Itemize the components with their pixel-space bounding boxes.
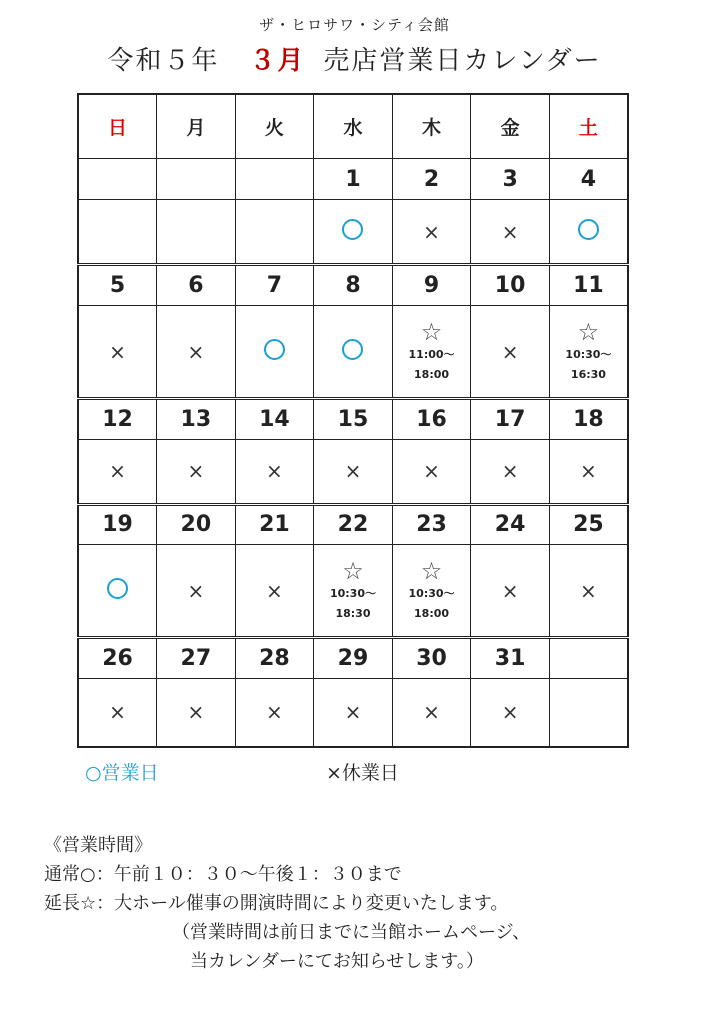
- date-cell: 19: [78, 504, 157, 545]
- open-circle-icon: [264, 339, 285, 360]
- status-cell: [235, 305, 314, 398]
- closed-cross-icon: ×: [580, 459, 597, 484]
- closed-cross-icon: ×: [423, 700, 440, 725]
- weekday-header: 月: [157, 94, 236, 158]
- date-cell: 17: [471, 399, 550, 440]
- status-cell: [78, 545, 157, 638]
- status-cell: [471, 545, 550, 638]
- date-cell: 29: [314, 638, 393, 679]
- closed-cross-icon: ×: [501, 219, 519, 244]
- closed-cross-icon: ×: [501, 578, 519, 603]
- weekday-header: 木: [392, 94, 471, 158]
- date-cell: [549, 638, 628, 679]
- date-cell: 8: [314, 265, 393, 306]
- status-cell: [78, 439, 157, 504]
- status-cell: [314, 545, 393, 638]
- venue-subtitle: ザ・ヒロサワ・シティ会館: [259, 16, 450, 34]
- weekday-header: 土: [549, 94, 628, 158]
- extended-time-end: 18:00: [414, 606, 450, 620]
- date-cell: 30: [392, 638, 471, 679]
- closed-cross-icon: ×: [187, 459, 205, 484]
- open-circle-icon: [107, 578, 128, 599]
- notes-extended: 延長☆：大ホール催事の開演時間により変更いたします。: [44, 893, 509, 914]
- status-cell: [549, 439, 628, 504]
- status-cell: [314, 678, 393, 747]
- date-cell: 2: [392, 158, 471, 200]
- closed-cross-icon: ×: [187, 578, 205, 603]
- status-cell: [78, 305, 157, 398]
- extended-time-end: 18:00: [414, 367, 450, 381]
- open-circle-icon: [578, 219, 599, 240]
- date-cell: 20: [157, 504, 236, 545]
- date-cell: 4: [549, 158, 628, 200]
- closed-cross-icon: ×: [580, 578, 597, 603]
- status-cell: [157, 305, 236, 398]
- status-cell: [78, 200, 157, 265]
- extended-time-start: 10:30〜: [565, 347, 612, 361]
- date-cell: 5: [78, 265, 157, 306]
- date-cell: [157, 158, 236, 200]
- date-cell: 7: [235, 265, 314, 306]
- title-name: 売店営業日カレンダー: [323, 46, 602, 76]
- date-cell: 16: [392, 399, 471, 440]
- status-cell: [392, 305, 471, 398]
- extended-time-end: 16:30: [570, 367, 606, 381]
- date-cell: 31: [471, 638, 550, 679]
- status-cell: [157, 200, 236, 265]
- open-circle-icon: [342, 219, 363, 240]
- closed-cross-icon: ×: [501, 700, 519, 725]
- date-cell: 1: [314, 158, 393, 200]
- status-cell: [157, 545, 236, 638]
- status-cell: [471, 678, 550, 747]
- date-cell: 22: [314, 504, 393, 545]
- status-cell: [549, 678, 628, 747]
- closed-cross-icon: ×: [423, 219, 440, 244]
- notes-paren2: 当カレンダーにてお知らせします。）: [190, 951, 484, 972]
- date-cell: 13: [157, 399, 236, 440]
- date-cell: 14: [235, 399, 314, 440]
- date-cell: [78, 158, 157, 200]
- date-cell: [235, 158, 314, 200]
- status-cell: [235, 678, 314, 747]
- weekday-header: 日: [78, 94, 157, 158]
- notes-normal: 通常○：午前１０：３０〜午後１：３０まで: [44, 864, 402, 885]
- date-cell: 15: [314, 399, 393, 440]
- date-cell: 24: [471, 504, 550, 545]
- extended-time-start: 10:30〜: [329, 586, 376, 600]
- closed-cross-icon: ×: [266, 578, 283, 603]
- legend-open: ○営業日: [85, 762, 159, 784]
- notes-paren1: （営業時間は前日までに当館ホームページ、: [172, 922, 531, 943]
- open-circle-icon: [342, 339, 363, 360]
- status-cell: [78, 678, 157, 747]
- closed-cross-icon: ×: [109, 339, 126, 364]
- status-cell: [392, 545, 471, 638]
- status-cell: [549, 305, 628, 398]
- notes-heading: 《営業時間》: [44, 835, 152, 856]
- date-cell: 18: [549, 399, 628, 440]
- extended-star-icon: ☆: [420, 317, 443, 346]
- status-cell: [549, 200, 628, 265]
- closed-cross-icon: ×: [109, 459, 126, 484]
- date-cell: 11: [549, 265, 628, 306]
- date-cell: 12: [78, 399, 157, 440]
- title-month: ３月: [249, 46, 306, 76]
- business-hours-notes: [44, 831, 530, 976]
- weekday-header: 火: [235, 94, 314, 158]
- status-cell: [314, 200, 393, 265]
- status-cell: [235, 200, 314, 265]
- extended-star-icon: ☆: [342, 556, 364, 585]
- closed-cross-icon: ×: [344, 700, 362, 725]
- date-cell: 26: [78, 638, 157, 679]
- status-cell: [314, 305, 393, 398]
- extended-time-start: 11:00〜: [408, 347, 455, 361]
- weekday-header: 金: [471, 94, 550, 158]
- closed-cross-icon: ×: [266, 700, 283, 725]
- closed-cross-icon: ×: [423, 459, 440, 484]
- title-era: 令和５年: [107, 46, 220, 76]
- status-cell: [392, 200, 471, 265]
- status-cell: [392, 439, 471, 504]
- extended-star-icon: ☆: [577, 317, 600, 346]
- legend-closed: ×休業日: [326, 762, 399, 784]
- status-cell: [235, 545, 314, 638]
- closed-cross-icon: ×: [187, 700, 205, 725]
- date-cell: 21: [235, 504, 314, 545]
- date-cell: 9: [392, 265, 471, 306]
- extended-time-end: 18:30: [335, 606, 371, 620]
- status-cell: [235, 439, 314, 504]
- status-cell: [471, 439, 550, 504]
- status-cell: [471, 305, 550, 398]
- closed-cross-icon: ×: [187, 339, 205, 364]
- date-cell: 3: [471, 158, 550, 200]
- closed-cross-icon: ×: [501, 339, 519, 364]
- closed-cross-icon: ×: [266, 459, 283, 484]
- extended-star-icon: ☆: [420, 556, 443, 585]
- date-cell: 23: [392, 504, 471, 545]
- status-cell: [392, 678, 471, 747]
- date-cell: 28: [235, 638, 314, 679]
- status-cell: [314, 439, 393, 504]
- closed-cross-icon: ×: [344, 459, 362, 484]
- weekday-header: 水: [314, 94, 393, 158]
- status-cell: [471, 200, 550, 265]
- calendar-table: [77, 93, 629, 748]
- status-cell: [157, 678, 236, 747]
- date-cell: 6: [157, 265, 236, 306]
- extended-time-start: 10:30〜: [408, 586, 455, 600]
- closed-cross-icon: ×: [501, 459, 519, 484]
- status-cell: [549, 545, 628, 638]
- page-title: [0, 40, 709, 77]
- status-cell: [157, 439, 236, 504]
- date-cell: 10: [471, 265, 550, 306]
- date-cell: 25: [549, 504, 628, 545]
- closed-cross-icon: ×: [109, 700, 126, 725]
- date-cell: 27: [157, 638, 236, 679]
